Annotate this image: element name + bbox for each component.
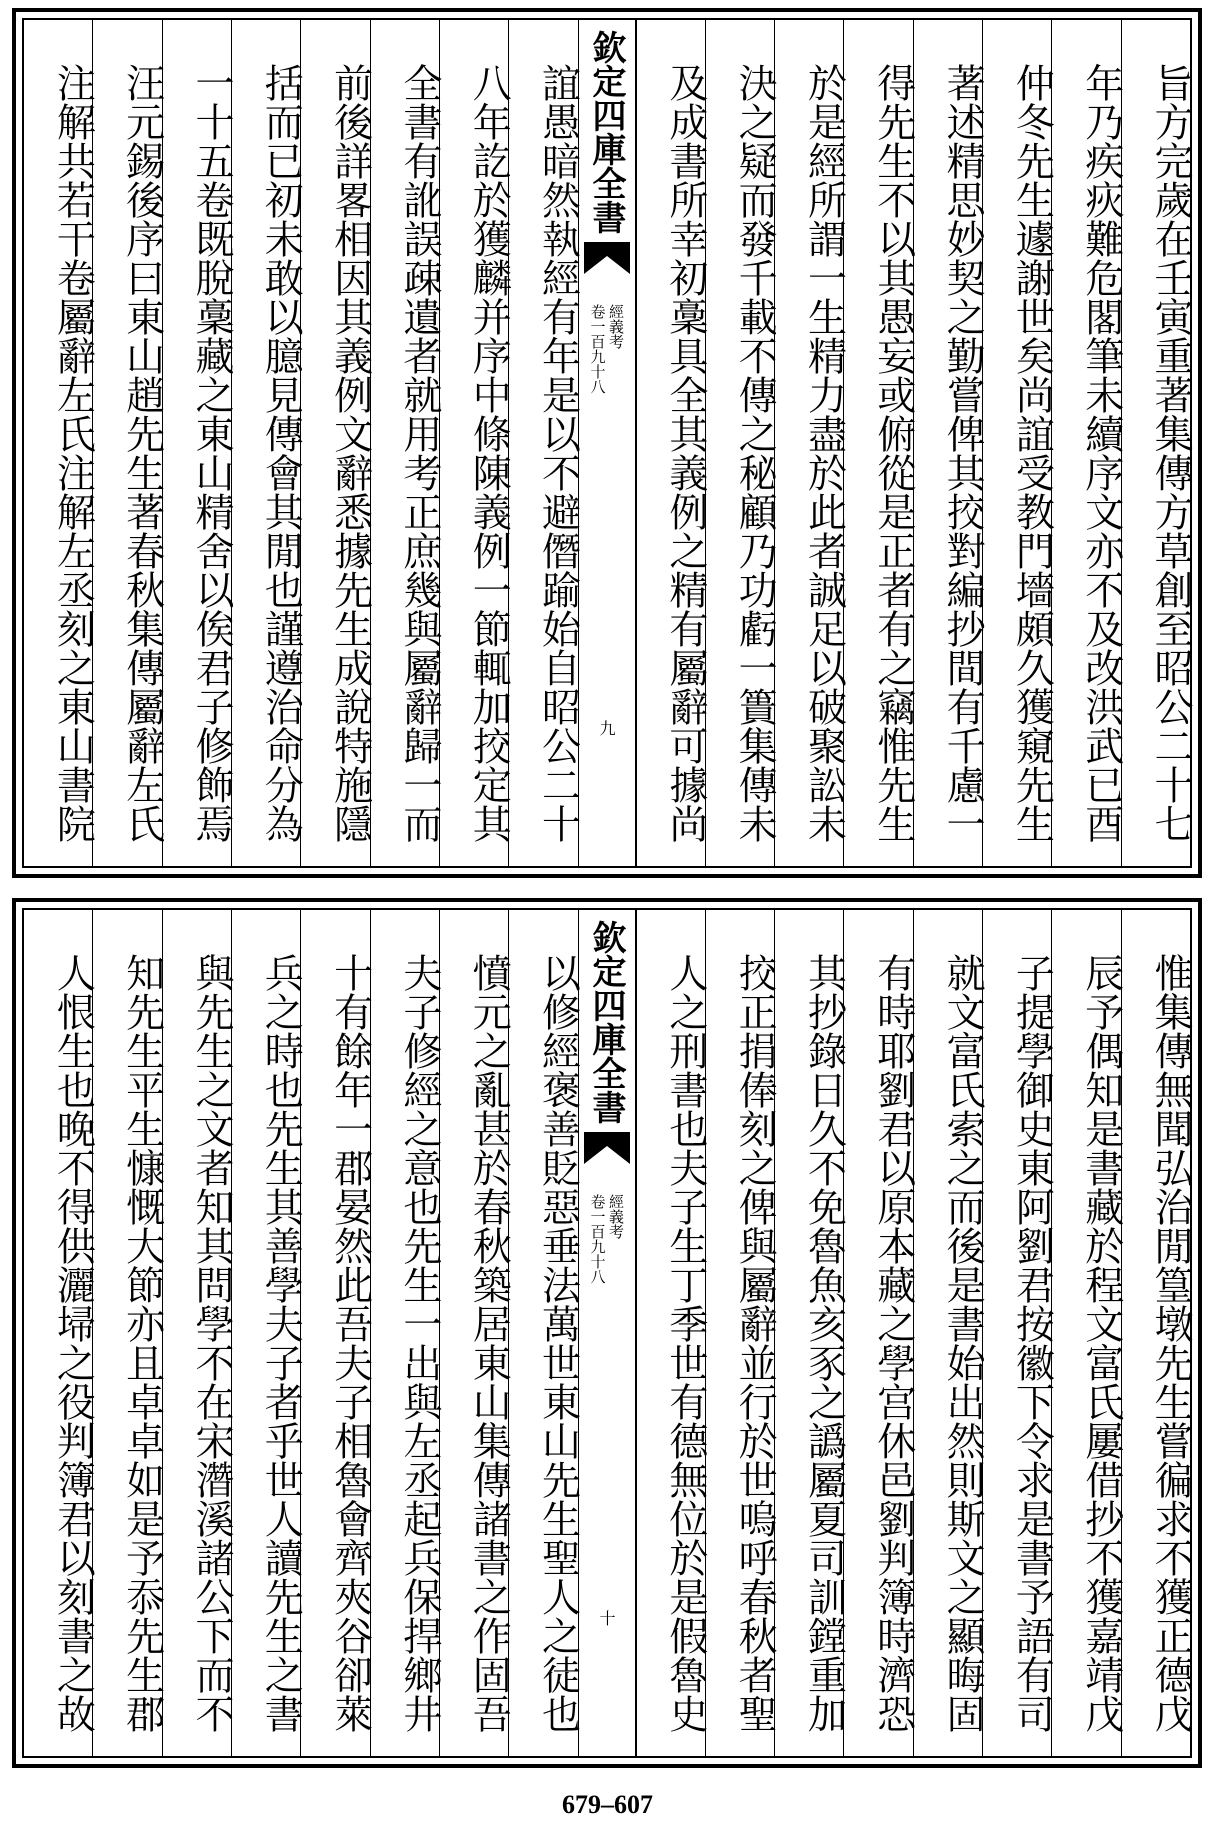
text-column: 於是經所謂一生精力盡於此者誠足以破聚訟未 xyxy=(774,20,843,866)
fishtail-mark-icon xyxy=(584,1132,630,1164)
text-column: 及成書所幸初稾具全其義例之精有屬辭可據尚 xyxy=(636,20,705,866)
text-column: 惟集傳無聞弘治閒篁墩先生嘗徧求不獲正德戊 xyxy=(1121,910,1190,1756)
text-column: 注解共若干卷屬辭左氏注解左丞刻之東山書院 xyxy=(50,63,96,843)
bottom-page xyxy=(12,898,1202,1768)
bottom-page-frame xyxy=(22,908,1192,1758)
spine-title: 欽定四庫全書 xyxy=(586,30,626,234)
spine-volume: 卷一百九十八 xyxy=(588,304,607,394)
spine-meta xyxy=(589,1194,624,1284)
spine-book: 經義考 xyxy=(607,304,625,349)
text-column: 一十五卷既脫稾藏之東山精舍以俟君子修飾焉 xyxy=(162,20,231,866)
text-column: 前後詳畧相因其義例文辭悉據先生成說特施隱 xyxy=(300,20,369,866)
page-spine xyxy=(578,20,636,866)
text-column: 決之疑而發千載不傳之秘顧乃功虧一簣集傳未 xyxy=(705,20,774,866)
top-page-frame xyxy=(22,18,1192,868)
text-column: 人恨生也晚不得供灑埽之役判簿君以刻書之故 xyxy=(50,953,96,1733)
bottom-page-columns xyxy=(24,910,1193,1756)
text-column: 憤元之亂甚於春秋築居東山集傳諸書之作固吾 xyxy=(439,910,508,1756)
text-column: 夫子修經之意也先生一出與左丞起兵保捍鄉井 xyxy=(370,910,439,1756)
spine-meta xyxy=(589,304,624,394)
text-column: 著述精思妙契之勤嘗俾其挍對編抄間有千慮一 xyxy=(913,20,982,866)
page-spine xyxy=(578,910,636,1756)
text-column: 旨方完歲在壬寅重著集傳方草創至昭公二十七 xyxy=(1121,20,1190,866)
text-column: 八年訖於獲麟并序中條陳義例一節輒加挍定其 xyxy=(439,20,508,866)
text-column: 汪元錫後序曰東山趙先生著春秋集傳屬辭左氏 xyxy=(92,20,161,866)
page-footer-number: 679–607 xyxy=(562,1790,653,1819)
fishtail-mark-icon xyxy=(584,242,630,274)
text-column: 括而已初未敢以臆見傳會其閒也謹遵治命分為 xyxy=(231,20,300,866)
text-column: 年乃疾疢難危閣筆未續序文亦不及改洪武已酉 xyxy=(1051,20,1120,866)
text-column: 仲冬先生遽謝世矣尚誼受教門墻頗久獲窺先生 xyxy=(982,20,1051,866)
spine-page-number: 十 xyxy=(597,1610,616,1626)
text-column: 挍正捐俸刻之俾與屬辭並行於世嗚呼春秋者聖 xyxy=(705,910,774,1756)
text-column: 其抄錄日久不免魯魚亥豕之譌屬夏司訓鏜重加 xyxy=(774,910,843,1756)
text-column: 以修經褒善貶惡垂法萬世東山先生聖人之徒也 xyxy=(508,910,577,1756)
text-column: 子提學御史東阿劉君按徽下令求是書予語有司 xyxy=(982,910,1051,1756)
text-column: 與先生之文者知其問學不在宋濳溪諸公下而不 xyxy=(162,910,231,1756)
text-column: 全書有訛誤疎遺者就用考正庶幾與屬辭歸一而 xyxy=(370,20,439,866)
text-column: 知先生平生慷慨大節亦且卓卓如是予忝先生郡 xyxy=(92,910,161,1756)
text-column: 辰予偶知是書藏於程文富氏屢借抄不獲嘉靖戊 xyxy=(1051,910,1120,1756)
text-column: 人之刑書也夫子生丁季世有德無位於是假魯史 xyxy=(636,910,705,1756)
text-column: 十有餘年一郡晏然此吾夫子相魯會齊夾谷卻萊 xyxy=(300,910,369,1756)
spine-page-number: 九 xyxy=(597,720,616,736)
text-column: 誼愚暗然執經有年是以不避僭踰始自昭公二十 xyxy=(508,20,577,866)
spine-book: 經義考 xyxy=(607,1194,625,1239)
text-column: 得先生不以其愚妄或俯從是正者有之竊惟先生 xyxy=(843,20,912,866)
text-column: 兵之時也先生其善學夫子者乎世人讀先生之書 xyxy=(231,910,300,1756)
top-page-columns xyxy=(24,20,1193,866)
top-page xyxy=(12,8,1202,878)
text-column: 有時耶劉君以原本藏之學宫休邑劉判簿時濟恐 xyxy=(843,910,912,1756)
text-column: 就文富氏索之而後是書始出然則斯文之顯晦固 xyxy=(913,910,982,1756)
spine-volume: 卷一百九十八 xyxy=(588,1194,607,1284)
spine-title: 欽定四庫全書 xyxy=(586,920,626,1124)
